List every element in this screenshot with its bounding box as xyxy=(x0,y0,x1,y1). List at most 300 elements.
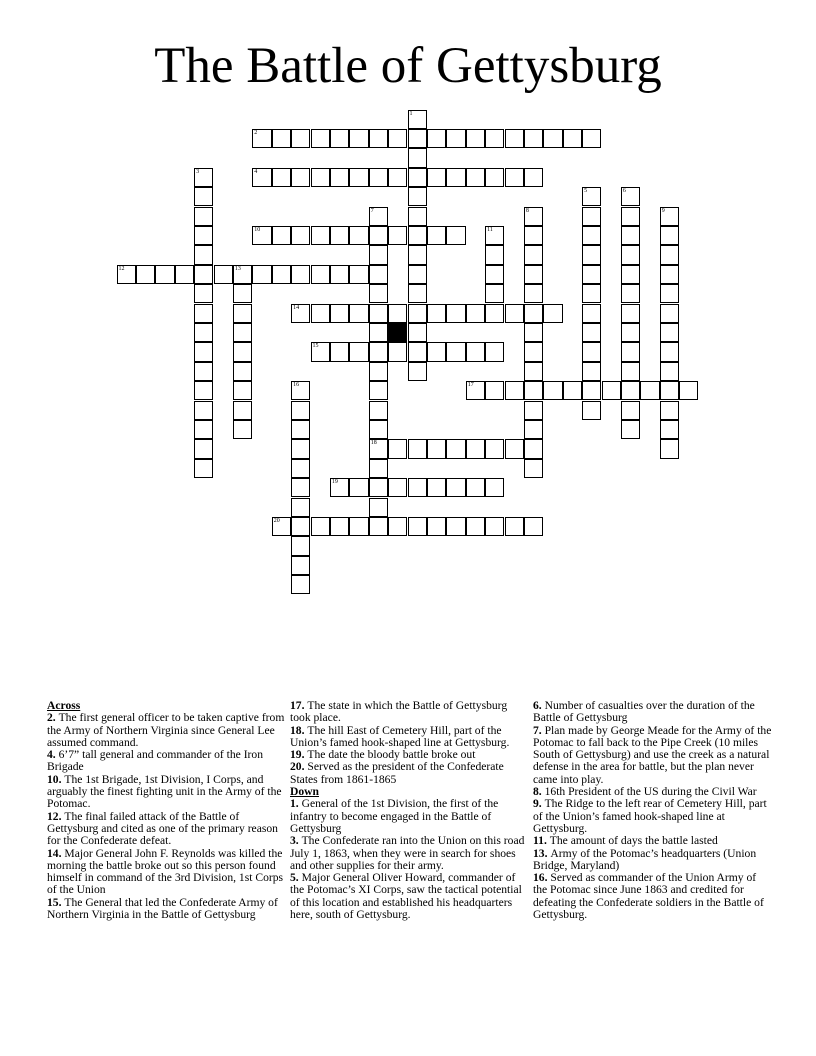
clue-number: 15. xyxy=(47,895,65,909)
grid-cell[interactable] xyxy=(485,304,504,323)
grid-cell[interactable] xyxy=(252,129,271,148)
grid-cell[interactable] xyxy=(660,245,679,264)
grid-cell[interactable] xyxy=(524,420,543,439)
grid-cell[interactable] xyxy=(660,284,679,303)
grid-cell[interactable] xyxy=(524,168,543,187)
grid-cell[interactable] xyxy=(233,420,252,439)
grid-cell[interactable] xyxy=(582,265,601,284)
grid-cell[interactable] xyxy=(543,129,562,148)
grid-cell[interactable] xyxy=(311,129,330,148)
down-clue xyxy=(533,848,773,873)
grid-cell[interactable] xyxy=(233,381,252,400)
grid-cell[interactable] xyxy=(233,342,252,361)
grid-cell[interactable] xyxy=(349,265,368,284)
grid-cell[interactable] xyxy=(408,304,427,323)
grid-cell[interactable] xyxy=(369,284,388,303)
grid-cell[interactable] xyxy=(291,459,310,478)
grid-cell[interactable] xyxy=(408,342,427,361)
grid-cell[interactable] xyxy=(621,284,640,303)
grid-cell[interactable] xyxy=(349,129,368,148)
grid-cell[interactable] xyxy=(408,265,427,284)
cell-number: 5 xyxy=(584,188,588,195)
grid-cell[interactable] xyxy=(660,207,679,226)
grid-cell[interactable] xyxy=(408,439,427,458)
grid-cell[interactable] xyxy=(233,284,252,303)
clue-text: General of the 1st Division, the first of the infantry to become engaged in the Battle of Gettysburg xyxy=(290,797,499,835)
grid-cell[interactable] xyxy=(369,226,388,245)
grid-cell[interactable] xyxy=(330,226,349,245)
grid-cell[interactable] xyxy=(621,265,640,284)
cell-number: 1 xyxy=(409,110,413,117)
grid-cell[interactable] xyxy=(427,439,446,458)
cell-number: 8 xyxy=(525,207,529,214)
grid-cell[interactable] xyxy=(349,226,368,245)
grid-cell[interactable] xyxy=(466,342,485,361)
grid-cell[interactable] xyxy=(291,168,310,187)
clue-number: 3. xyxy=(290,834,302,848)
grid-cell[interactable] xyxy=(330,129,349,148)
grid-cell[interactable] xyxy=(466,517,485,536)
clue-column-2 xyxy=(290,700,530,921)
grid-cell[interactable] xyxy=(466,304,485,323)
grid-cell[interactable] xyxy=(524,459,543,478)
grid-cell[interactable] xyxy=(621,381,640,400)
grid-cell[interactable] xyxy=(369,245,388,264)
clue-number: 17. xyxy=(290,699,308,712)
grid-cell[interactable] xyxy=(543,381,562,400)
grid-cell[interactable] xyxy=(349,168,368,187)
grid-cell[interactable] xyxy=(194,401,213,420)
cell-number: 16 xyxy=(293,382,300,389)
cell-number: 10 xyxy=(254,226,261,233)
grid-cell[interactable] xyxy=(291,439,310,458)
grid-cell[interactable] xyxy=(311,342,330,361)
clue-text: The General that led the Confederate Army of Northern Virginia in the Battle of Gettysburg xyxy=(47,895,278,922)
grid-cell[interactable] xyxy=(563,129,582,148)
grid-cell[interactable] xyxy=(582,304,601,323)
grid-cell[interactable] xyxy=(660,226,679,245)
clue-number: 13. xyxy=(533,846,551,860)
across-clue xyxy=(290,761,530,786)
clue-number: 19. xyxy=(290,748,308,762)
grid-cell[interactable] xyxy=(466,478,485,497)
grid-cell[interactable] xyxy=(291,381,310,400)
grid-cell[interactable] xyxy=(330,478,349,497)
grid-cell[interactable] xyxy=(621,420,640,439)
grid-cell[interactable] xyxy=(621,245,640,264)
across-heading: Across xyxy=(47,699,81,712)
grid-cell[interactable] xyxy=(330,304,349,323)
grid-cell[interactable] xyxy=(427,226,446,245)
cell-number: 12 xyxy=(118,265,125,272)
grid-cell[interactable] xyxy=(446,226,465,245)
grid-cell[interactable] xyxy=(524,342,543,361)
grid-cell[interactable] xyxy=(505,439,524,458)
down-heading: Down xyxy=(290,785,319,799)
clue-text: Served as the president of the Confederate States from 1861-1865 xyxy=(290,760,504,786)
clue-text: The amount of days the battle lasted xyxy=(549,834,718,848)
across-clue xyxy=(290,700,530,725)
grid-cell[interactable] xyxy=(660,304,679,323)
grid-cell[interactable] xyxy=(660,342,679,361)
grid-cell[interactable] xyxy=(660,381,679,400)
grid-cell[interactable] xyxy=(388,168,407,187)
grid-cell[interactable] xyxy=(505,168,524,187)
grid-cell[interactable] xyxy=(660,439,679,458)
grid-cell[interactable] xyxy=(330,342,349,361)
down-clue xyxy=(290,872,530,921)
grid-cell[interactable] xyxy=(194,381,213,400)
grid-cell[interactable] xyxy=(408,148,427,167)
grid-cell[interactable] xyxy=(194,207,213,226)
clue-text: The date the bloody battle broke out xyxy=(307,748,476,762)
grid-cell[interactable] xyxy=(408,187,427,206)
grid-cell[interactable] xyxy=(233,323,252,342)
grid-cell[interactable] xyxy=(194,304,213,323)
grid-cell[interactable] xyxy=(291,517,310,536)
grid-cell[interactable] xyxy=(252,265,271,284)
grid-cell[interactable] xyxy=(272,265,291,284)
grid-cell[interactable] xyxy=(466,439,485,458)
grid-cell[interactable] xyxy=(349,478,368,497)
down-clue xyxy=(290,835,530,872)
grid-cell[interactable] xyxy=(582,245,601,264)
grid-cell[interactable] xyxy=(505,304,524,323)
grid-cell[interactable] xyxy=(427,517,446,536)
down-clue xyxy=(533,798,773,835)
grid-cell[interactable] xyxy=(388,304,407,323)
grid-cell[interactable] xyxy=(291,536,310,555)
grid-cell[interactable] xyxy=(524,284,543,303)
grid-cell[interactable] xyxy=(194,342,213,361)
grid-cell[interactable] xyxy=(660,265,679,284)
grid-cell[interactable] xyxy=(621,207,640,226)
clue-number: 2. xyxy=(47,711,59,725)
grid-cell[interactable] xyxy=(311,168,330,187)
down-clue xyxy=(533,700,773,725)
grid-cell[interactable] xyxy=(408,226,427,245)
grid-cell[interactable] xyxy=(330,168,349,187)
grid-cell[interactable] xyxy=(369,207,388,226)
grid-cell[interactable] xyxy=(427,129,446,148)
grid-cell[interactable] xyxy=(194,265,213,284)
grid-cell[interactable] xyxy=(582,129,601,148)
grid-cell[interactable] xyxy=(194,245,213,264)
grid-cell[interactable] xyxy=(485,265,504,284)
grid-cell[interactable] xyxy=(117,265,136,284)
grid-cell[interactable] xyxy=(524,304,543,323)
grid-cell[interactable] xyxy=(291,556,310,575)
grid-cell[interactable] xyxy=(369,420,388,439)
grid-cell[interactable] xyxy=(408,284,427,303)
cell-number: 18 xyxy=(370,440,377,447)
grid-cell[interactable] xyxy=(660,401,679,420)
grid-cell[interactable] xyxy=(291,575,310,594)
grid-cell[interactable] xyxy=(233,401,252,420)
grid-cell[interactable] xyxy=(388,439,407,458)
grid-cell[interactable] xyxy=(485,342,504,361)
clue-column-1 xyxy=(47,700,287,921)
grid-cell[interactable] xyxy=(485,168,504,187)
clue-text: The 1st Brigade, 1st Division, I Corps, and arguably the finest fighting unit in the Army of the Potomac. xyxy=(47,772,282,811)
grid-cell[interactable] xyxy=(427,342,446,361)
cell-number: 20 xyxy=(273,517,280,524)
grid-cell[interactable] xyxy=(388,478,407,497)
grid-cell[interactable] xyxy=(427,168,446,187)
grid-cell[interactable] xyxy=(621,187,640,206)
grid-cell[interactable] xyxy=(214,265,233,284)
grid-cell[interactable] xyxy=(505,381,524,400)
grid-cell[interactable] xyxy=(369,401,388,420)
grid-cell[interactable] xyxy=(485,381,504,400)
grid-cell[interactable] xyxy=(369,168,388,187)
grid-cell[interactable] xyxy=(505,129,524,148)
grid-cell[interactable] xyxy=(194,459,213,478)
grid-cell[interactable] xyxy=(272,226,291,245)
grid-cell[interactable] xyxy=(446,478,465,497)
grid-cell[interactable] xyxy=(194,323,213,342)
grid-cell[interactable] xyxy=(446,129,465,148)
clue-text: The Confederate ran into the Union on this road July 1, 1863, when they were in search for shoes and other supplies for their army. xyxy=(290,834,525,872)
grid-cell[interactable] xyxy=(524,265,543,284)
grid-cell[interactable] xyxy=(349,517,368,536)
grid-cell[interactable] xyxy=(252,168,271,187)
grid-cell[interactable] xyxy=(233,265,252,284)
grid-cell[interactable] xyxy=(582,323,601,342)
grid-cell[interactable] xyxy=(582,381,601,400)
clue-number: 12. xyxy=(47,809,65,823)
clue-number: 7. xyxy=(533,723,545,737)
grid-cell[interactable] xyxy=(524,226,543,245)
grid-cell[interactable] xyxy=(388,342,407,361)
grid-cell[interactable] xyxy=(291,420,310,439)
grid-cell[interactable] xyxy=(524,323,543,342)
grid-cell[interactable] xyxy=(563,381,582,400)
clue-number: 10. xyxy=(47,772,65,786)
grid-cell[interactable] xyxy=(291,401,310,420)
grid-cell[interactable] xyxy=(485,245,504,264)
grid-cell[interactable] xyxy=(466,129,485,148)
cell-number: 14 xyxy=(293,304,300,311)
grid-cell[interactable] xyxy=(369,498,388,517)
grid-cell[interactable] xyxy=(582,401,601,420)
grid-cell[interactable] xyxy=(155,265,174,284)
grid-cell[interactable] xyxy=(408,110,427,129)
grid-cell[interactable] xyxy=(621,362,640,381)
grid-cell[interactable] xyxy=(233,304,252,323)
grid-cell[interactable] xyxy=(524,207,543,226)
cell-number: 11 xyxy=(487,226,493,233)
grid-cell[interactable] xyxy=(485,129,504,148)
grid-cell[interactable] xyxy=(136,265,155,284)
grid-cell[interactable] xyxy=(291,265,310,284)
clue-number: 5. xyxy=(290,871,302,885)
grid-cell[interactable] xyxy=(349,304,368,323)
grid-cell[interactable] xyxy=(272,129,291,148)
puzzle-title: The Battle of Gettysburg xyxy=(154,38,662,94)
clue-text: 6’7” tall general and commander of the Iron Brigade xyxy=(47,748,264,774)
grid-cell[interactable] xyxy=(408,323,427,342)
cell-number: 7 xyxy=(370,207,374,214)
grid-cell[interactable] xyxy=(194,168,213,187)
grid-cell[interactable] xyxy=(621,226,640,245)
grid-cell[interactable] xyxy=(388,226,407,245)
grid-cell[interactable] xyxy=(194,420,213,439)
grid-cell[interactable] xyxy=(311,265,330,284)
grid-cell[interactable] xyxy=(330,517,349,536)
grid-cell[interactable] xyxy=(543,304,562,323)
grid-cell[interactable] xyxy=(408,362,427,381)
grid-cell[interactable] xyxy=(524,381,543,400)
grid-cell[interactable] xyxy=(194,226,213,245)
grid-cell[interactable] xyxy=(194,439,213,458)
grid-cell[interactable] xyxy=(466,168,485,187)
grid-cell[interactable] xyxy=(349,342,368,361)
clue-text: The Ridge to the left rear of Cemetery Hill, part of the Union’s famed hook-shaped line at Gettysburg. xyxy=(533,797,767,835)
clue-text: Major General Oliver Howard, commander of the Potomac’s XI Corps, saw the tactical potential of this location and established his headquarters here, south of Gettysburg. xyxy=(290,871,522,922)
grid-cell[interactable] xyxy=(485,439,504,458)
grid-cell[interactable] xyxy=(369,342,388,361)
clue-number: 20. xyxy=(290,760,308,774)
clue-number: 14. xyxy=(47,846,65,860)
grid-cell[interactable] xyxy=(446,517,465,536)
grid-cell[interactable] xyxy=(408,517,427,536)
grid-cell[interactable] xyxy=(427,304,446,323)
grid-cell[interactable] xyxy=(369,129,388,148)
grid-cell[interactable] xyxy=(524,129,543,148)
clue-text: The state in which the Battle of Gettysburg took place. xyxy=(290,699,508,725)
grid-cell[interactable] xyxy=(408,129,427,148)
clue-number: 1. xyxy=(290,797,302,811)
grid-cell[interactable] xyxy=(272,168,291,187)
grid-cell[interactable] xyxy=(524,245,543,264)
grid-cell[interactable] xyxy=(660,323,679,342)
grid-cell[interactable] xyxy=(485,284,504,303)
grid-cell[interactable] xyxy=(311,226,330,245)
grid-cell[interactable] xyxy=(291,478,310,497)
across-clue xyxy=(47,749,287,774)
grid-cell[interactable] xyxy=(194,362,213,381)
clue-number: 11. xyxy=(533,834,550,848)
grid-cell[interactable] xyxy=(291,129,310,148)
grid-cell[interactable] xyxy=(369,323,388,342)
grid-cell[interactable] xyxy=(505,517,524,536)
clue-text: Major General John F. Reynolds was killed the morning the battle broke out so this person found himself in command of the 3rd Division, 1st Corps of the Union xyxy=(47,846,284,897)
grid-cell[interactable] xyxy=(369,381,388,400)
grid-cell[interactable] xyxy=(272,517,291,536)
grid-cell[interactable] xyxy=(408,207,427,226)
clue-text: Plan made by George Meade for the Army of the Potomac to fall back to the Pipe Creek (10 miles South of Gettysburg) and use the creek as a natural defense in the area for battle, but the plan never came into play. xyxy=(533,723,772,786)
grid-cell[interactable] xyxy=(408,478,427,497)
grid-cell[interactable] xyxy=(388,129,407,148)
grid-cell[interactable] xyxy=(524,362,543,381)
grid-cell[interactable] xyxy=(582,342,601,361)
grid-cell[interactable] xyxy=(369,362,388,381)
across-clue xyxy=(290,725,530,750)
grid-cell[interactable] xyxy=(621,323,640,342)
grid-cell[interactable] xyxy=(485,517,504,536)
grid-cell[interactable] xyxy=(640,381,659,400)
grid-cell[interactable] xyxy=(369,265,388,284)
grid-cell[interactable] xyxy=(194,284,213,303)
grid-cell[interactable] xyxy=(252,226,271,245)
cell-number: 17 xyxy=(467,382,474,389)
across-clue xyxy=(47,897,287,922)
grid-cell[interactable] xyxy=(466,381,485,400)
grid-cell[interactable] xyxy=(369,517,388,536)
grid-cell[interactable] xyxy=(408,245,427,264)
grid-cell[interactable] xyxy=(311,517,330,536)
grid-cell[interactable] xyxy=(524,439,543,458)
grid-cell[interactable] xyxy=(311,304,330,323)
clue-text: The first general officer to be taken captive from the Army of Northern Virginia since General Lee assumed command. xyxy=(47,711,285,749)
clue-text: The hill East of Cemetery Hill, part of the Union’s famed hook-shaped line at Gettysburg. xyxy=(290,723,510,749)
clue-text: 16th President of the US during the Civil War xyxy=(544,785,757,799)
grid-cell[interactable] xyxy=(446,168,465,187)
cell-number: 13 xyxy=(234,265,241,272)
grid-cell[interactable] xyxy=(369,459,388,478)
grid-cell[interactable] xyxy=(446,439,465,458)
grid-cell[interactable] xyxy=(233,362,252,381)
grid-cell[interactable] xyxy=(582,226,601,245)
grid-cell[interactable] xyxy=(485,226,504,245)
grid-cell[interactable] xyxy=(524,517,543,536)
grid-cell[interactable] xyxy=(446,304,465,323)
grid-cell[interactable] xyxy=(660,420,679,439)
grid-cell[interactable] xyxy=(621,342,640,361)
cell-number: 19 xyxy=(331,479,338,486)
grid-cell[interactable] xyxy=(369,304,388,323)
grid-cell[interactable] xyxy=(679,381,698,400)
grid-cell[interactable] xyxy=(524,401,543,420)
grid-cell[interactable] xyxy=(602,381,621,400)
grid-cell[interactable] xyxy=(660,362,679,381)
clue-text: Army of the Potomac’s headquarters (Union Bridge, Maryland) xyxy=(533,846,757,872)
clue-number: 16. xyxy=(533,871,551,885)
grid-cell[interactable] xyxy=(408,168,427,187)
grid-cell[interactable] xyxy=(621,304,640,323)
cell-number: 15 xyxy=(312,343,319,350)
clue-number: 18. xyxy=(290,723,308,737)
grid-cell[interactable] xyxy=(291,304,310,323)
across-clue xyxy=(47,811,287,848)
clue-number: 4. xyxy=(47,748,59,762)
grid-cell[interactable] xyxy=(175,265,194,284)
grid-cell[interactable] xyxy=(291,498,310,517)
grid-cell[interactable] xyxy=(582,362,601,381)
grid-cell[interactable] xyxy=(485,478,504,497)
grid-cell[interactable] xyxy=(388,517,407,536)
grid-cell[interactable] xyxy=(330,265,349,284)
across-clue xyxy=(47,712,287,749)
grid-cell[interactable] xyxy=(291,226,310,245)
clue-text: The final failed attack of the Battle of Gettysburg and cited as one of the primary reason for the Confederate defeat. xyxy=(47,809,278,848)
grid-cell[interactable] xyxy=(621,401,640,420)
down-clue xyxy=(533,872,773,921)
clue-text: Served as commander of the Union Army of the Potomac since June 1863 and credited for defeating the Confederate soldiers in the Battle of Gettysburg. xyxy=(533,871,764,922)
grid-cell[interactable] xyxy=(582,284,601,303)
down-clue xyxy=(533,725,773,786)
grid-cell[interactable] xyxy=(446,342,465,361)
cell-number: 6 xyxy=(622,188,626,195)
grid-cell[interactable] xyxy=(194,187,213,206)
grid-cell[interactable] xyxy=(582,187,601,206)
grid-cell[interactable] xyxy=(369,478,388,497)
grid-cell[interactable] xyxy=(582,207,601,226)
grid-cell[interactable] xyxy=(369,439,388,458)
down-clue xyxy=(290,798,530,835)
grid-cell[interactable] xyxy=(427,478,446,497)
